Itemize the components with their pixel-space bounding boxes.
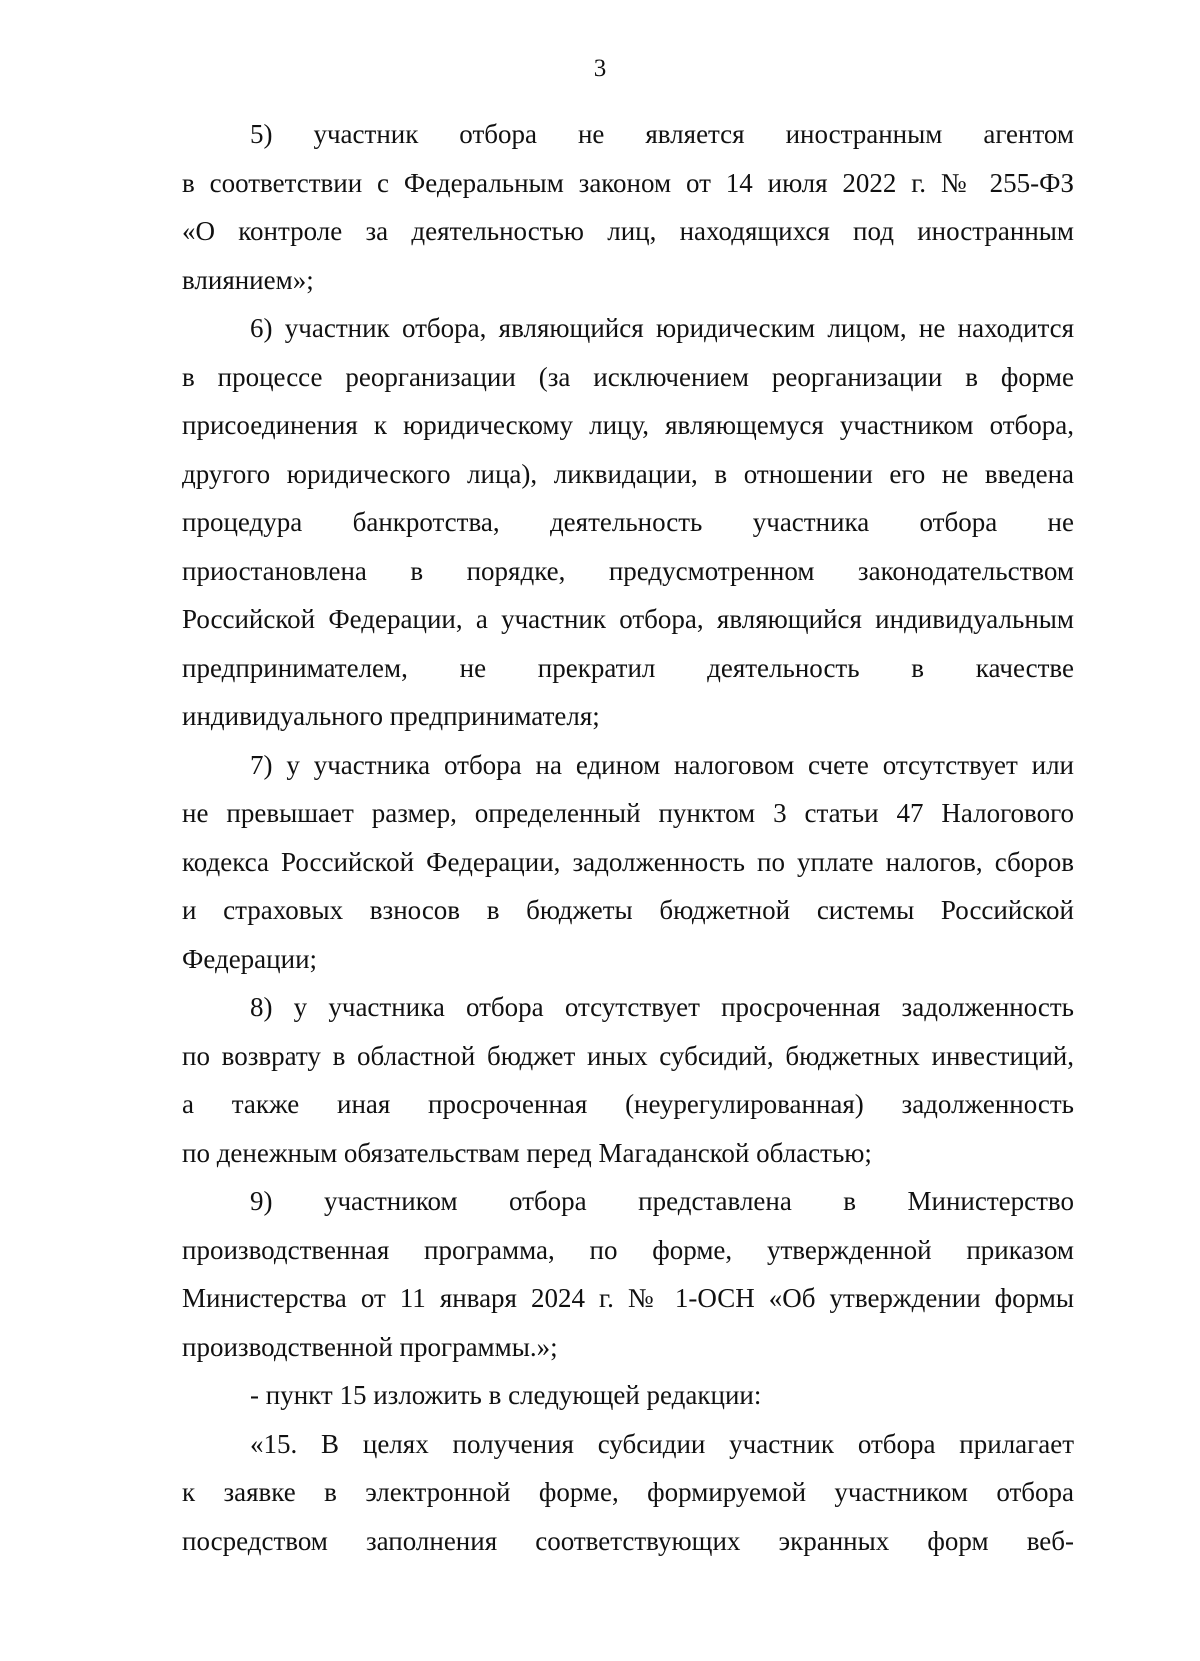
text-line: 6) участник отбора, являющийся юридическим лицом, не находится: [250, 313, 1074, 343]
text-line: 9) участником отбора представлена в Министерство: [250, 1186, 1074, 1216]
text-line: и страховых взносов в бюджеты бюджетной системы Российской: [182, 895, 1074, 925]
text-line: другого юридического лица), ликвидации, в отношении его не введена: [182, 458, 1074, 489]
paragraph-item-8: [182, 983, 1074, 1177]
text-line: влиянием»;: [182, 264, 314, 295]
text-line: по возврату в областной бюджет иных субсидий, бюджетных инвестиций,: [182, 1040, 1074, 1071]
text-line: Федерации;: [182, 943, 318, 974]
text-line: «15. В целях получения субсидии участник отбора прилагает: [250, 1428, 1074, 1459]
text-line: Российской Федерации, а участник отбора, являющийся индивидуальным: [182, 604, 1074, 634]
paragraph-item-15: [182, 1420, 1074, 1566]
paragraph-item-7: [182, 741, 1074, 984]
paragraph-item-6: [182, 304, 1074, 741]
text-line: приостановлена в порядке, предусмотренном законодательством: [182, 555, 1074, 586]
paragraph-item-5: [182, 110, 1074, 304]
paragraph-amendment-intro: [182, 1371, 1074, 1420]
paragraph-item-9: [182, 1177, 1074, 1371]
text-line: а также иная просроченная (неурегулированная) задолженность: [182, 1089, 1074, 1119]
text-line: производственной программы.»;: [182, 1331, 558, 1362]
text-line: присоединения к юридическому лицу, являющемуся участником отбора,: [182, 410, 1074, 440]
text-line: предпринимателем, не прекратил деятельность в качестве: [182, 652, 1074, 683]
text-line: Министерства от 11 января 2024 г. № 1-ОСН «Об утверждении формы: [182, 1283, 1074, 1313]
text-line: 7) у участника отбора на едином налоговом счете отсутствует или: [250, 749, 1074, 780]
text-line: производственная программа, по форме, утвержденной приказом: [182, 1234, 1074, 1265]
text-line: процедура банкротства, деятельность участника отбора не: [182, 507, 1074, 537]
text-line: в процессе реорганизации (за исключением реорганизации в форме: [182, 361, 1074, 392]
page-number: 3: [593, 55, 607, 82]
text-line: «О контроле за деятельностью лиц, находящихся под иностранным: [182, 216, 1074, 246]
text-line: - пункт 15 изложить в следующей редакции:: [250, 1380, 762, 1410]
text-line: 8) у участника отбора отсутствует просроченная задолженность: [250, 992, 1074, 1022]
text-line: индивидуального предпринимателя;: [182, 701, 600, 731]
text-line: посредством заполнения соответствующих экранных форм веб-: [182, 1525, 1074, 1556]
text-line: к заявке в электронной форме, формируемой участником отбора: [182, 1477, 1074, 1507]
text-line: в соответствии с Федеральным законом от 14 июля 2022 г. № 255-ФЗ: [182, 167, 1074, 198]
text-line: не превышает размер, определенный пунктом 3 статьи 47 Налогового: [182, 798, 1074, 828]
text-line: 5) участник отбора не является иностранным агентом: [250, 119, 1074, 149]
document-body: [182, 110, 1074, 1565]
text-line: по денежным обязательствам перед Магаданской областью;: [182, 1137, 872, 1168]
text-line: кодекса Российской Федерации, задолженность по уплате налогов, сборов: [182, 846, 1074, 877]
